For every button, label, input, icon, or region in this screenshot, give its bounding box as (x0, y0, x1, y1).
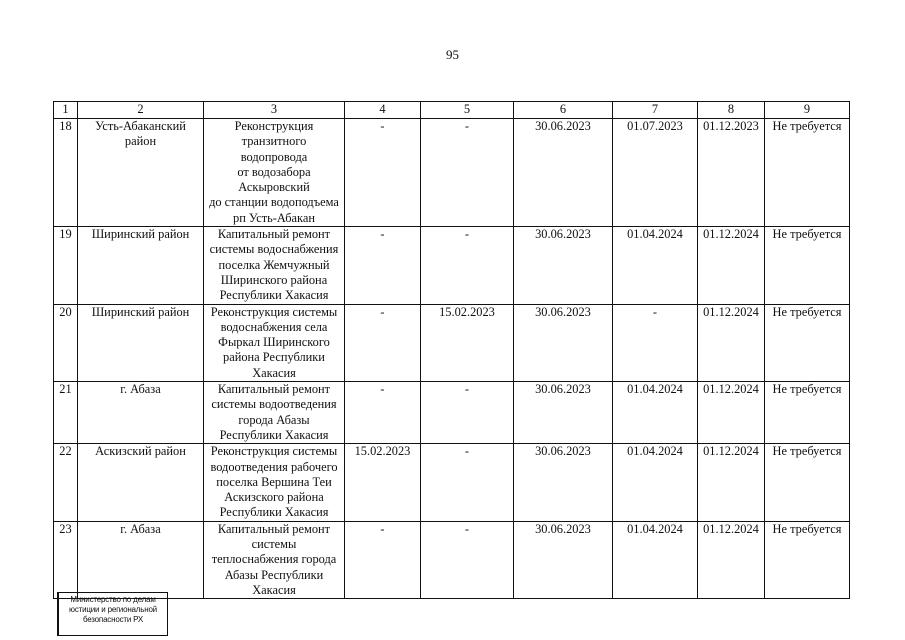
district-cell (78, 521, 204, 598)
object-line: Аскизского района (224, 490, 324, 505)
col4-cell: - (345, 382, 421, 444)
table-row (54, 119, 850, 227)
object-cell (204, 521, 345, 598)
object-line: Абазы Республики (224, 567, 324, 582)
object-cell (204, 227, 345, 304)
header-col-6: 6 (514, 102, 613, 119)
object-line: района Республики (223, 350, 325, 365)
header-col-9: 9 (765, 102, 850, 119)
district-cell (78, 444, 204, 521)
district-line: Ширинский район (91, 227, 190, 242)
col5-cell: 15.02.2023 (421, 304, 514, 381)
district-line: г. Абаза (120, 521, 161, 536)
object-line: Республики Хакасия (219, 505, 329, 520)
object-line: рп Усть-Абакан (233, 210, 315, 225)
object-line: Реконструкция системы (210, 304, 338, 319)
col8-date-cell: 01.12.2024 (698, 382, 765, 444)
object-line: транзитного (241, 134, 307, 149)
col9-status-cell: Не требуется (765, 304, 850, 381)
object-line: системы (251, 537, 297, 552)
header-col-7: 7 (613, 102, 698, 119)
district-line: Усть-Абаканский (95, 119, 186, 133)
header-col-2: 2 (78, 102, 204, 119)
row-number-cell: 23 (54, 521, 78, 598)
table-row (54, 304, 850, 381)
district-line: г. Абаза (120, 382, 161, 397)
col5-cell: - (421, 444, 514, 521)
schedule-table (53, 101, 850, 599)
col7-date-cell: 01.04.2024 (613, 444, 698, 521)
col9-status-cell: Не требуется (765, 119, 850, 227)
object-line: системы водоснабжения (209, 242, 339, 257)
object-line: Хакасия (252, 582, 296, 597)
col9-status-cell: Не требуется (765, 444, 850, 521)
header-col-8: 8 (698, 102, 765, 119)
district-cell (78, 227, 204, 304)
col7-date-cell: 01.04.2024 (613, 382, 698, 444)
row-number-cell: 20 (54, 304, 78, 381)
row-number-cell: 22 (54, 444, 78, 521)
row-number-cell: 18 (54, 119, 78, 227)
object-line: Республики Хакасия (219, 427, 329, 442)
col6-date-cell: 30.06.2023 (514, 227, 613, 304)
object-line: поселка Вершина Теи (216, 474, 332, 489)
col9-status-cell: Не требуется (765, 382, 850, 444)
object-line: Аскыровский (238, 180, 310, 195)
table-row (54, 227, 850, 304)
object-line: от водозабора (237, 164, 311, 179)
col4-cell: - (345, 521, 421, 598)
header-col-4: 4 (345, 102, 421, 119)
col6-date-cell: 30.06.2023 (514, 119, 613, 227)
table-body (54, 119, 850, 599)
object-line: Ширинского района (220, 272, 328, 287)
object-line: Капитальный ремонт (217, 227, 331, 242)
col4-cell: - (345, 119, 421, 227)
col7-date-cell: 01.04.2024 (613, 227, 698, 304)
col6-date-cell: 30.06.2023 (514, 521, 613, 598)
row-number-cell: 19 (54, 227, 78, 304)
object-line: теплоснабжения города (211, 552, 337, 567)
col8-date-cell: 01.12.2024 (698, 521, 765, 598)
district-cell (78, 119, 204, 227)
object-line: системы водоотведения (211, 397, 337, 412)
col4-cell: - (345, 227, 421, 304)
page-number: 95 (446, 47, 459, 62)
header-col-5: 5 (421, 102, 514, 119)
col4-cell: - (345, 304, 421, 381)
object-line: Капитальный ремонт (217, 382, 331, 397)
col5-cell: - (421, 521, 514, 598)
district-line: район (124, 134, 157, 149)
col7-date-cell: - (613, 304, 698, 381)
object-line: водопровода (240, 149, 308, 164)
col7-date-cell: 01.07.2023 (613, 119, 698, 227)
object-cell (204, 304, 345, 381)
object-cell (204, 382, 345, 444)
table-header-row (54, 102, 850, 119)
object-cell (204, 119, 345, 227)
row-number-cell: 21 (54, 382, 78, 444)
col5-cell: - (421, 382, 514, 444)
table-row (54, 444, 850, 521)
district-line: Ширинский район (91, 304, 190, 319)
col8-date-cell: 01.12.2023 (698, 119, 765, 227)
object-line: Фыркал Ширинского (218, 335, 330, 350)
table-row (54, 521, 850, 598)
col4-cell: 15.02.2023 (345, 444, 421, 521)
district-line: Аскизский район (95, 444, 186, 459)
object-line: Капитальный ремонт (217, 521, 331, 536)
object-line: Республики Хакасия (219, 288, 329, 303)
object-line: водоотведения рабочего (210, 459, 338, 474)
object-line: до станции водоподъема (209, 195, 339, 210)
stamp-line: Министерство по делам (70, 595, 156, 604)
header-col-3: 3 (204, 102, 345, 119)
object-line: водоснабжения села (220, 319, 328, 334)
object-cell (204, 444, 345, 521)
header-col-1: 1 (54, 102, 78, 119)
col9-status-cell: Не требуется (765, 227, 850, 304)
district-cell (78, 382, 204, 444)
col9-status-cell: Не требуется (765, 521, 850, 598)
table-row (54, 382, 850, 444)
ministry-stamp (57, 592, 168, 636)
col7-date-cell: 01.04.2024 (613, 521, 698, 598)
stamp-line: юстиции и региональной (69, 605, 157, 614)
object-line: поселка Жемчужный (218, 257, 330, 272)
col8-date-cell: 01.12.2024 (698, 227, 765, 304)
stamp-line: безопасности РХ (82, 615, 144, 624)
col5-cell: - (421, 119, 514, 227)
col6-date-cell: 30.06.2023 (514, 444, 613, 521)
col8-date-cell: 01.12.2024 (698, 444, 765, 521)
object-line: Хакасия (252, 365, 296, 380)
object-line: города Абазы (238, 412, 310, 427)
col5-cell: - (421, 227, 514, 304)
col6-date-cell: 30.06.2023 (514, 382, 613, 444)
object-line: Реконструкция (234, 119, 314, 133)
district-cell (78, 304, 204, 381)
object-line: Реконструкция системы (210, 444, 338, 459)
col6-date-cell: 30.06.2023 (514, 304, 613, 381)
col8-date-cell: 01.12.2024 (698, 304, 765, 381)
